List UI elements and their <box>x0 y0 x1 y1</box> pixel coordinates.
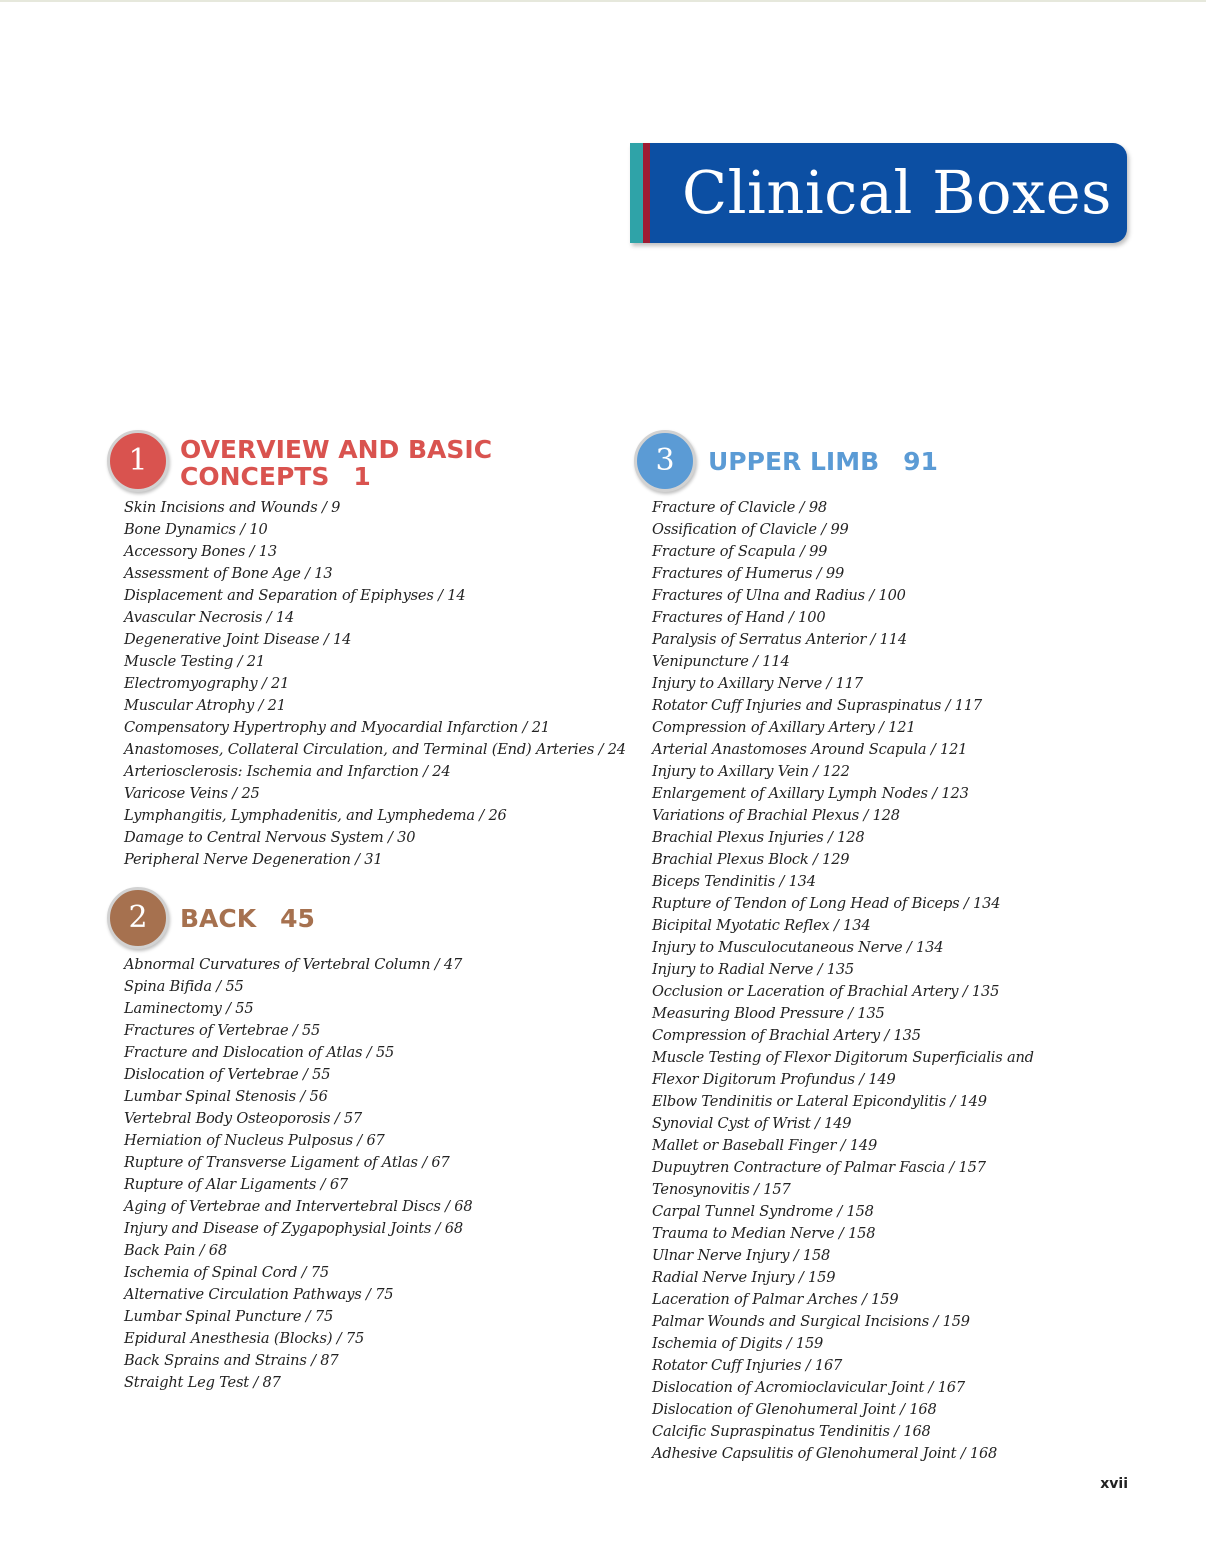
clinical-box-entry[interactable]: Laminectomy / 55 <box>124 1000 254 1017</box>
clinical-box-entry[interactable]: Displacement and Separation of Epiphyses / 14 <box>124 587 466 604</box>
clinical-box-entry[interactable]: Dislocation of Glenohumeral Joint / 168 <box>652 1401 937 1418</box>
clinical-box-entry[interactable]: Peripheral Nerve Degeneration / 31 <box>124 851 383 868</box>
clinical-box-entry[interactable]: Compression of Axillary Artery / 121 <box>652 719 916 736</box>
chapter-2-title <box>180 905 315 932</box>
clinical-box-entry[interactable]: Brachial Plexus Injuries / 128 <box>652 829 865 846</box>
chapter-2-title-text: BACK <box>180 904 257 933</box>
chapter-1-number-badge: 1 <box>107 430 169 492</box>
clinical-box-entry[interactable]: Injury to Radial Nerve / 135 <box>652 961 854 978</box>
clinical-box-entry[interactable]: Fractures of Vertebrae / 55 <box>124 1022 321 1039</box>
clinical-box-entry[interactable]: Injury to Musculocutaneous Nerve / 134 <box>652 939 944 956</box>
clinical-box-entry[interactable]: Avascular Necrosis / 14 <box>124 609 295 626</box>
chapter-1-list <box>124 497 626 871</box>
clinical-box-entry[interactable]: Ulnar Nerve Injury / 158 <box>652 1247 831 1264</box>
clinical-box-entry[interactable]: Rotator Cuff Injuries and Supraspinatus / 117 <box>652 697 983 714</box>
clinical-box-entry[interactable]: Synovial Cyst of Wrist / 149 <box>652 1115 852 1132</box>
clinical-box-entry[interactable]: Arteriosclerosis: Ischemia and Infarction / 24 <box>124 763 451 780</box>
clinical-box-entry[interactable]: Trauma to Median Nerve / 158 <box>652 1225 876 1242</box>
banner-stripe-teal <box>630 143 643 243</box>
clinical-box-entry[interactable]: Rupture of Transverse Ligament of Atlas / 67 <box>124 1154 450 1171</box>
clinical-box-entry[interactable]: Injury and Disease of Zygapophysial Joints / 68 <box>124 1220 463 1237</box>
clinical-box-entry[interactable]: Ossification of Clavicle / 99 <box>652 521 849 538</box>
clinical-box-entry[interactable]: Fractures of Hand / 100 <box>652 609 826 626</box>
clinical-box-entry[interactable]: Lymphangitis, Lymphadenitis, and Lymphedema / 26 <box>124 807 507 824</box>
clinical-box-entry[interactable]: Dislocation of Acromioclavicular Joint / 167 <box>652 1379 965 1396</box>
chapter-1-page: 1 <box>353 462 371 491</box>
clinical-box-entry[interactable]: Mallet or Baseball Finger / 149 <box>652 1137 878 1154</box>
top-rule <box>0 0 1206 2</box>
clinical-box-entry[interactable]: Adhesive Capsulitis of Glenohumeral Joint / 168 <box>652 1445 998 1462</box>
clinical-box-entry[interactable]: Alternative Circulation Pathways / 75 <box>124 1286 394 1303</box>
clinical-box-entry[interactable]: Herniation of Nucleus Pulposus / 67 <box>124 1132 385 1149</box>
clinical-box-entry[interactable]: Compression of Brachial Artery / 135 <box>652 1027 921 1044</box>
chapter-3-list <box>652 497 1034 1465</box>
clinical-box-entry[interactable]: Dislocation of Vertebrae / 55 <box>124 1066 331 1083</box>
chapter-2-number-badge: 2 <box>107 887 169 949</box>
clinical-box-entry[interactable]: Fracture of Clavicle / 98 <box>652 499 828 516</box>
chapter-3-title-text: UPPER LIMB <box>708 447 880 476</box>
clinical-box-entry[interactable]: Venipuncture / 114 <box>652 653 790 670</box>
page-title: Clinical Boxes <box>682 158 1112 227</box>
clinical-box-entry[interactable]: Back Pain / 68 <box>124 1242 227 1259</box>
chapter-2-list <box>124 954 472 1394</box>
chapter-2-page: 45 <box>280 904 315 933</box>
clinical-box-entry[interactable]: Spina Bifida / 55 <box>124 978 244 995</box>
clinical-box-entry[interactable]: Paralysis of Serratus Anterior / 114 <box>652 631 907 648</box>
clinical-box-entry[interactable]: Lumbar Spinal Puncture / 75 <box>124 1308 334 1325</box>
clinical-box-entry[interactable]: Degenerative Joint Disease / 14 <box>124 631 352 648</box>
clinical-box-entry[interactable]: Back Sprains and Strains / 87 <box>124 1352 339 1369</box>
title-banner <box>630 143 1127 243</box>
clinical-box-entry[interactable]: Epidural Anesthesia (Blocks) / 75 <box>124 1330 365 1347</box>
chapter-1-title <box>180 436 492 490</box>
clinical-box-entry[interactable]: Tenosynovitis / 157 <box>652 1181 791 1198</box>
clinical-box-entry[interactable]: Bone Dynamics / 10 <box>124 521 268 538</box>
clinical-box-entry[interactable]: Measuring Blood Pressure / 135 <box>652 1005 885 1022</box>
clinical-box-entry[interactable]: Compensatory Hypertrophy and Myocardial Infarction / 21 <box>124 719 550 736</box>
chapter-1-title-line2-wrap <box>180 463 492 490</box>
clinical-box-entry[interactable]: Accessory Bones / 13 <box>124 543 277 560</box>
clinical-box-entry[interactable]: Fracture of Scapula / 99 <box>652 543 828 560</box>
clinical-box-entry[interactable]: Brachial Plexus Block / 129 <box>652 851 850 868</box>
clinical-box-entry[interactable]: Muscle Testing of Flexor Digitorum Superficialis and <box>652 1049 1034 1066</box>
clinical-box-entry[interactable]: Fractures of Ulna and Radius / 100 <box>652 587 906 604</box>
clinical-box-entry[interactable]: Carpal Tunnel Syndrome / 158 <box>652 1203 874 1220</box>
clinical-box-entry[interactable]: Ischemia of Digits / 159 <box>652 1335 824 1352</box>
page-number: xvii <box>1100 1476 1128 1492</box>
clinical-box-entry[interactable]: Arterial Anastomoses Around Scapula / 121 <box>652 741 968 758</box>
clinical-box-entry[interactable]: Variations of Brachial Plexus / 128 <box>652 807 900 824</box>
clinical-box-entry[interactable]: Muscular Atrophy / 21 <box>124 697 286 714</box>
clinical-box-entry[interactable]: Palmar Wounds and Surgical Incisions / 159 <box>652 1313 970 1330</box>
clinical-box-entry[interactable]: Anastomoses, Collateral Circulation, and Terminal (End) Arteries / 24 <box>124 741 626 758</box>
clinical-box-entry[interactable]: Fractures of Humerus / 99 <box>652 565 845 582</box>
clinical-box-entry[interactable]: Rotator Cuff Injuries / 167 <box>652 1357 843 1374</box>
clinical-box-entry[interactable]: Bicipital Myotatic Reflex / 134 <box>652 917 871 934</box>
clinical-box-entry[interactable]: Biceps Tendinitis / 134 <box>652 873 816 890</box>
clinical-box-entry[interactable]: Varicose Veins / 25 <box>124 785 260 802</box>
clinical-box-entry[interactable]: Damage to Central Nervous System / 30 <box>124 829 416 846</box>
clinical-box-entry[interactable]: Radial Nerve Injury / 159 <box>652 1269 836 1286</box>
clinical-box-entry[interactable]: Assessment of Bone Age / 13 <box>124 565 333 582</box>
banner-stripe-red <box>643 143 650 243</box>
clinical-box-entry[interactable]: Rupture of Tendon of Long Head of Biceps / 134 <box>652 895 1001 912</box>
clinical-box-entry[interactable]: Abnormal Curvatures of Vertebral Column / 47 <box>124 956 463 973</box>
clinical-box-entry[interactable]: Elbow Tendinitis or Lateral Epicondylitis / 149 <box>652 1093 987 1110</box>
clinical-box-entry[interactable]: Injury to Axillary Nerve / 117 <box>652 675 863 692</box>
clinical-box-entry[interactable]: Straight Leg Test / 87 <box>124 1374 281 1391</box>
clinical-box-entry[interactable]: Rupture of Alar Ligaments / 67 <box>124 1176 348 1193</box>
clinical-box-entry[interactable]: Dupuytren Contracture of Palmar Fascia / 157 <box>652 1159 986 1176</box>
clinical-box-entry[interactable]: Electromyography / 21 <box>124 675 290 692</box>
clinical-box-entry[interactable]: Occlusion or Laceration of Brachial Artery / 135 <box>652 983 1000 1000</box>
chapter-1-title-line2: CONCEPTS <box>180 462 330 491</box>
clinical-box-entry[interactable]: Aging of Vertebrae and Intervertebral Discs / 68 <box>124 1198 473 1215</box>
chapter-1-title-line1: OVERVIEW AND BASIC <box>180 435 493 464</box>
clinical-box-entry[interactable]: Laceration of Palmar Arches / 159 <box>652 1291 899 1308</box>
clinical-box-entry[interactable]: Ischemia of Spinal Cord / 75 <box>124 1264 329 1281</box>
chapter-3-number-badge: 3 <box>634 430 696 492</box>
clinical-box-entry[interactable]: Calcific Supraspinatus Tendinitis / 168 <box>652 1423 931 1440</box>
clinical-box-entry[interactable]: Enlargement of Axillary Lymph Nodes / 123 <box>652 785 969 802</box>
clinical-box-entry[interactable]: Skin Incisions and Wounds / 9 <box>124 499 341 516</box>
chapter-3-page: 91 <box>903 447 938 476</box>
clinical-box-entry[interactable]: Lumbar Spinal Stenosis / 56 <box>124 1088 328 1105</box>
chapter-3-title <box>708 448 938 475</box>
clinical-box-entry[interactable]: Vertebral Body Osteoporosis / 57 <box>124 1110 363 1127</box>
clinical-box-entry[interactable]: Muscle Testing / 21 <box>124 653 265 670</box>
clinical-box-entry[interactable]: Injury to Axillary Vein / 122 <box>652 763 850 780</box>
clinical-box-entry[interactable]: Fracture and Dislocation of Atlas / 55 <box>124 1044 395 1061</box>
clinical-box-entry[interactable]: Flexor Digitorum Profundus / 149 <box>652 1071 896 1088</box>
